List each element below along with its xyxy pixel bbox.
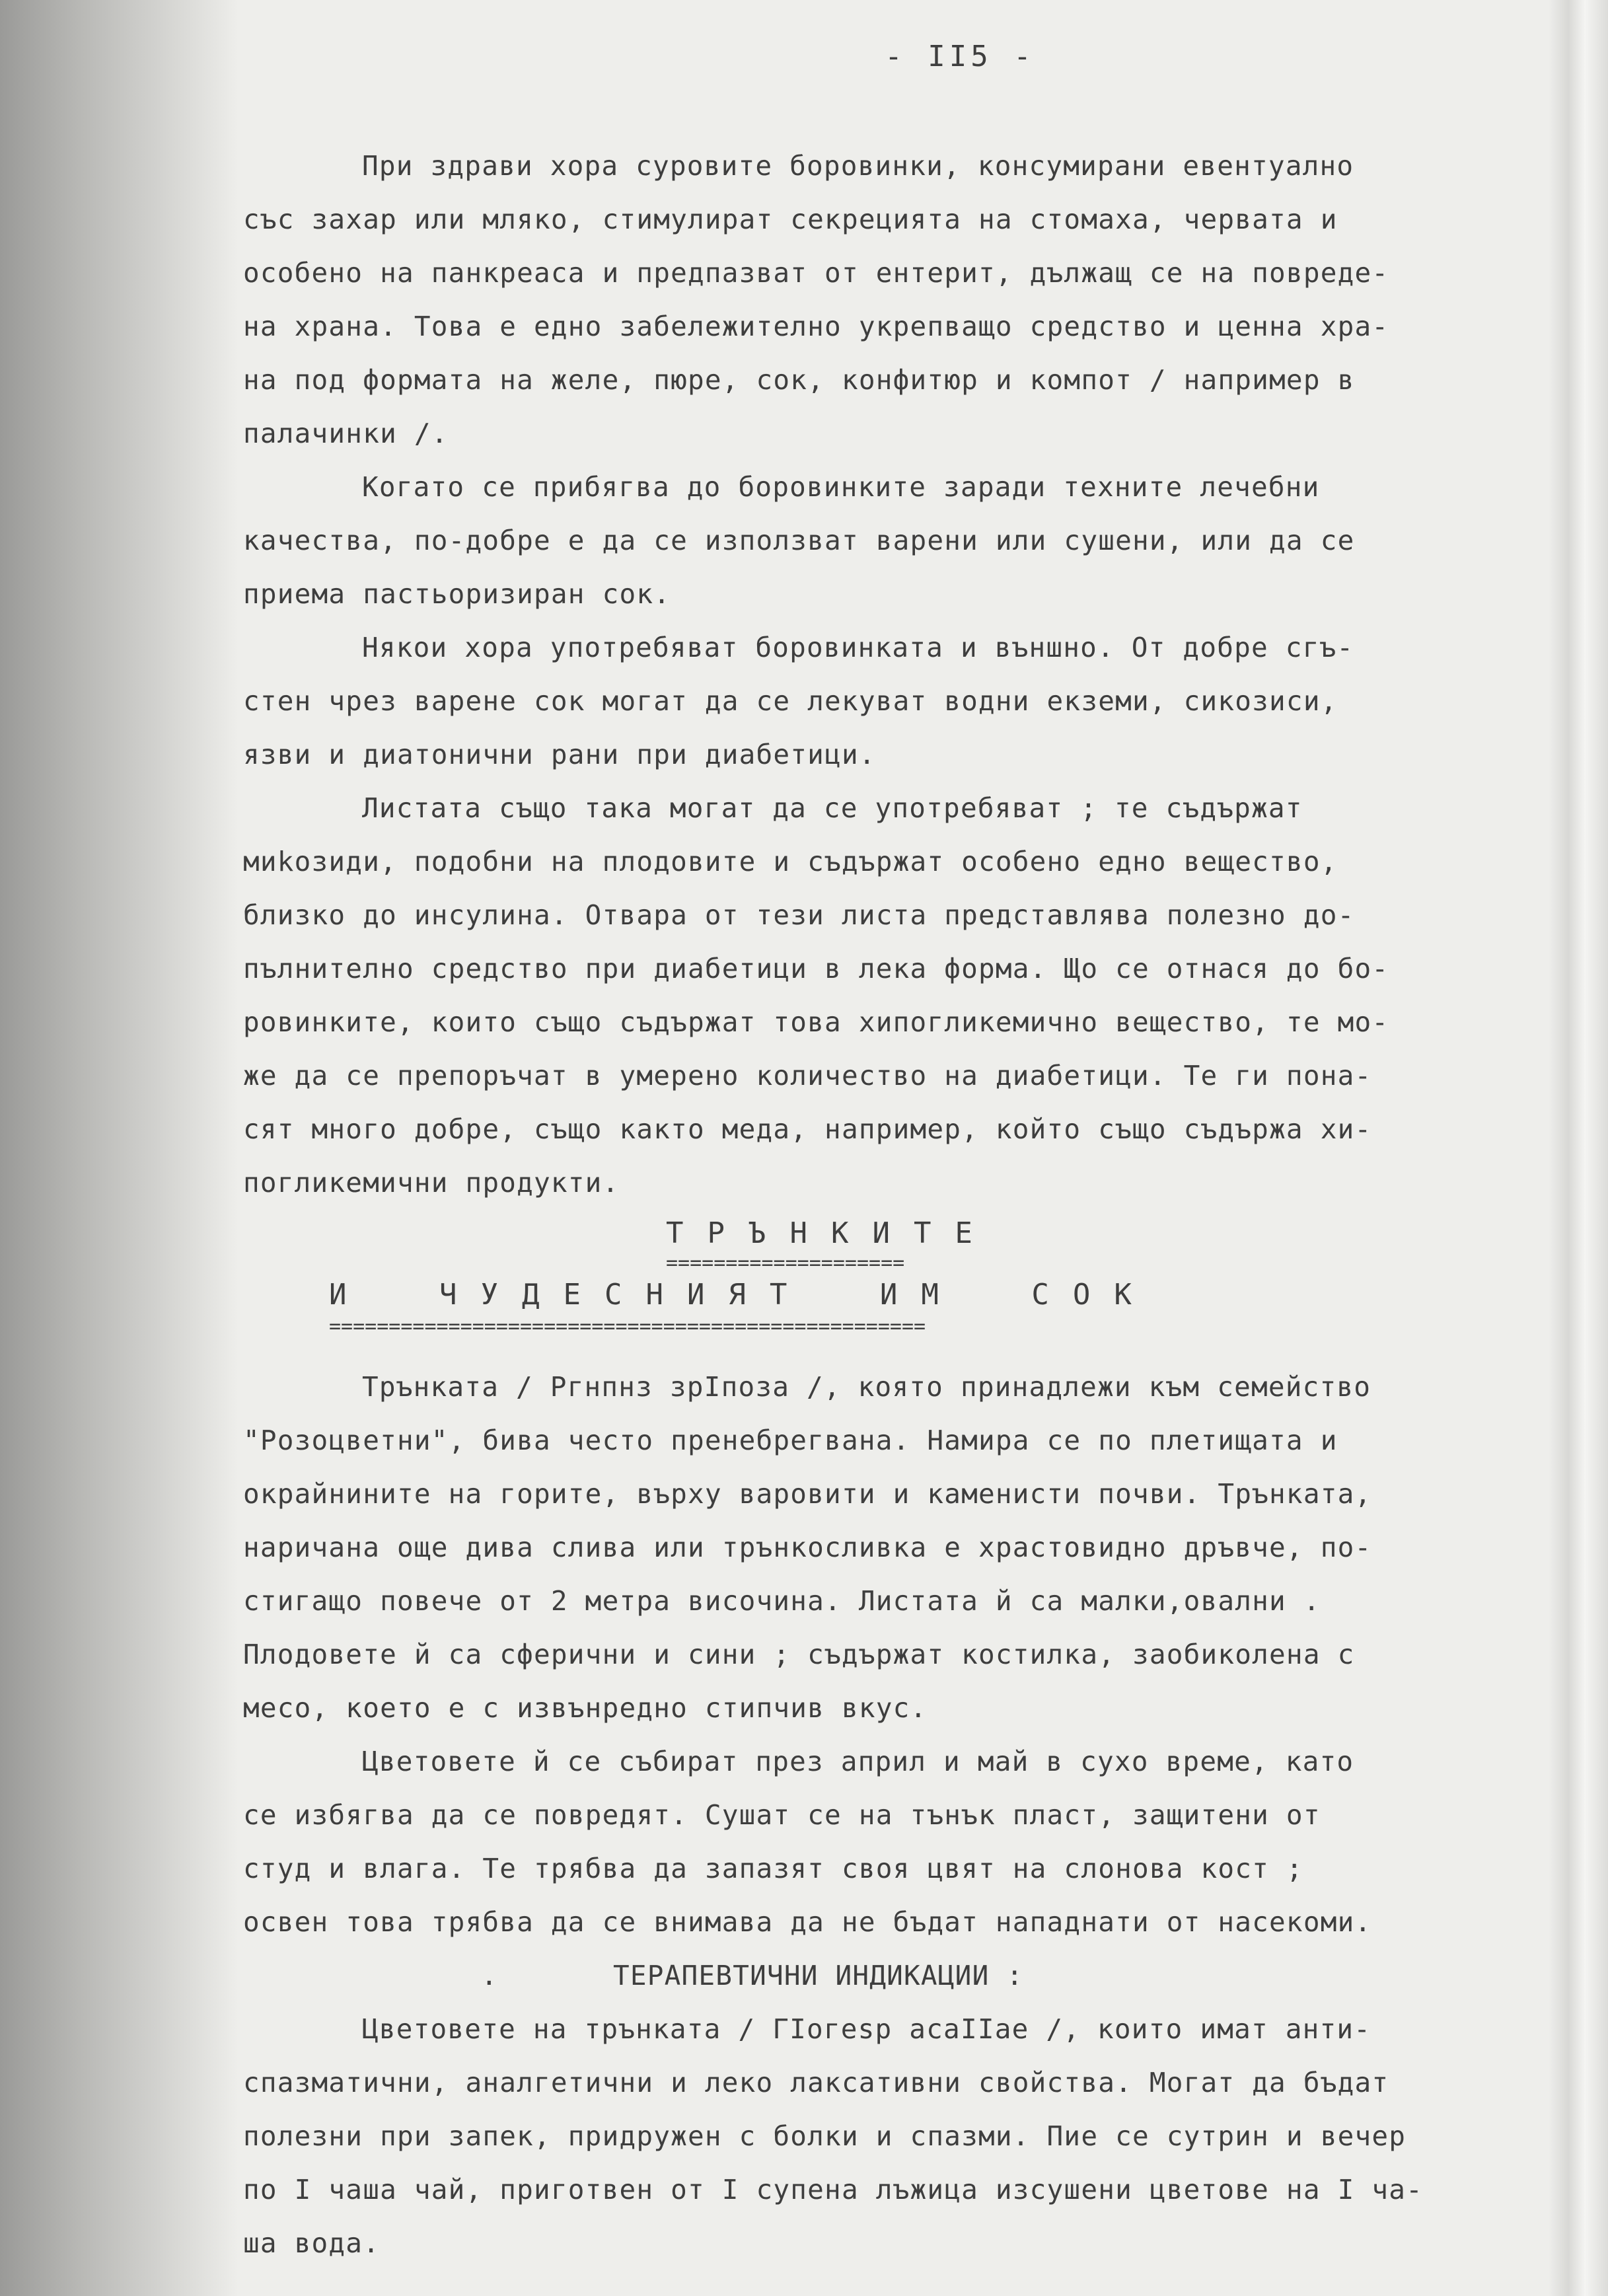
paragraph-leaves [243,782,1545,1210]
text-line: Плодовете й са сферични и сини ; съдържат костилка, заобиколена с [243,1639,1355,1670]
subheading-text: ТЕРАПЕВТИЧНИ ИНДИКАЦИИ : [613,1960,1024,1991]
page-edge [1549,0,1608,2296]
text-line: сят много добре, също както меда, например, който също съдържа хи- [243,1113,1372,1145]
title-underline-1: ==================== [666,1253,905,1273]
text-line: Цветовете й се събират през април и май в сухо време, като [362,1746,1354,1777]
text-line: студ и влага. Те трябва да запазят своя цвят на слонова кост ; [243,1853,1303,1884]
title-line-2 [243,1273,1545,1317]
text-line: "Розоцветни", бива често пренебрегвана. Намира се по плетищата и [243,1425,1338,1456]
text-line: особено на панкреаса и предпазват от ентерит, дължащ се на повреде- [243,257,1389,289]
title-line-1: ТРЪНКИТЕ [666,1216,996,1250]
paragraph-flowers-harvest [243,1735,1545,1949]
text-line: месо, което е с извънредно стипчив вкус. [243,1692,928,1724]
text-line: погликемични продукти. [243,1167,620,1199]
text-line: полезни при запек, придружен с болки и спазми. Пие се сутрин и вечер [243,2120,1407,2152]
text-line: же да се препоръчат в умерено количество на диабетици. Те ги пона- [243,1060,1372,1092]
text-line: качества, по-добре е да се използват варени или сушени, или да се [243,525,1355,556]
text-line: спазматични, аналгетични и леко лаксативни свойства. Могат да бъдат [243,2067,1389,2098]
title-word: ЧУДЕСНИЯТ [439,1278,811,1312]
text-line: на под формата на желе, пюре, сок, конфитюр и компот / например в [243,364,1355,396]
text-line: приема пастьоризиран сок. [243,578,671,610]
text-line: Цветовете на трънката / ГIогеsр асаIIае /, които имат анти- [362,2013,1371,2045]
text-line: палачинки /. [243,418,449,449]
paragraph-blackthorn [243,1360,1545,1735]
text-line: язви и диатонични рани при диабетици. [243,739,876,770]
text-line: ровинките, които също съдържат това хипогликемично вещество, те мо- [243,1006,1389,1038]
subheading-therapeutic-indications [243,1949,1545,2003]
text-line: със захар или мляко, стимулират секрецията на стомаха, червата и [243,204,1338,235]
section-title [243,1214,1545,1337]
text-line: При здрави хора суровите боровинки, консумирани евентуално [362,150,1354,182]
title-underline-2: ================================================== [329,1317,926,1337]
text-line: освен това трябва да се внимава да не бъдат нападнати от насекоми. [243,1906,1372,1938]
text-line: Когато се прибягва до боровинките заради техните лечебни [362,471,1320,503]
stray-dot: . [481,1960,498,1991]
page-number: - II5 - [885,40,1035,73]
text-line: се избягва да се повредят. Сушат се на тънък пласт, защитени от [243,1799,1321,1831]
text-line: по I чаша чай, приготвен от I супена лъжица изсушени цветове на I ча- [243,2174,1424,2205]
paragraph-blueberries-healthy [243,139,1545,461]
text-line: стигащо повече от 2 метра височина. Листата й са малки,овални . [243,1585,1321,1617]
binding-shadow [0,0,238,2296]
text-line: пълнително средство при диабетици в лека форма. Що се отнася до бо- [243,953,1389,984]
title-word: И [329,1278,371,1312]
text-line: близко до инсулина. Отвара от тези листа представлява полезно до- [243,899,1355,931]
paragraph-flower-tea [243,2003,1545,2270]
title-word: СОК [1031,1278,1155,1312]
paragraph-medicinal-use [243,461,1545,621]
text-line: наричана още дива слива или трънкосливка е храстовидно дръвче, по- [243,1532,1372,1563]
text-line: Трънката / Ргнпнз зрIпоза /, която принадлежи към семейство [362,1371,1371,1403]
text-line: миkозиди, подобни на плодовите и съдържат особено едно вещество, [243,846,1338,877]
title-word: ИМ [879,1278,963,1312]
text-line: стен чрез варене сок могат да се лекуват водни екземи, сикозиси, [243,685,1338,717]
text-line: на храна. Това е едно забележително укрепващо средство и ценна хра- [243,311,1389,342]
paragraph-external-use [243,621,1545,782]
text-line: Листата също така могат да се употребяват ; те съдържат [362,792,1303,824]
text-line: ша вода. [243,2227,381,2259]
text-line: окрайнините на горите, върху варовити и каменисти почви. Трънката, [243,1478,1372,1510]
page-content [243,40,1545,2270]
text-line: Някои хора употребяват боровинката и външно. От добре сгъ- [362,632,1354,663]
